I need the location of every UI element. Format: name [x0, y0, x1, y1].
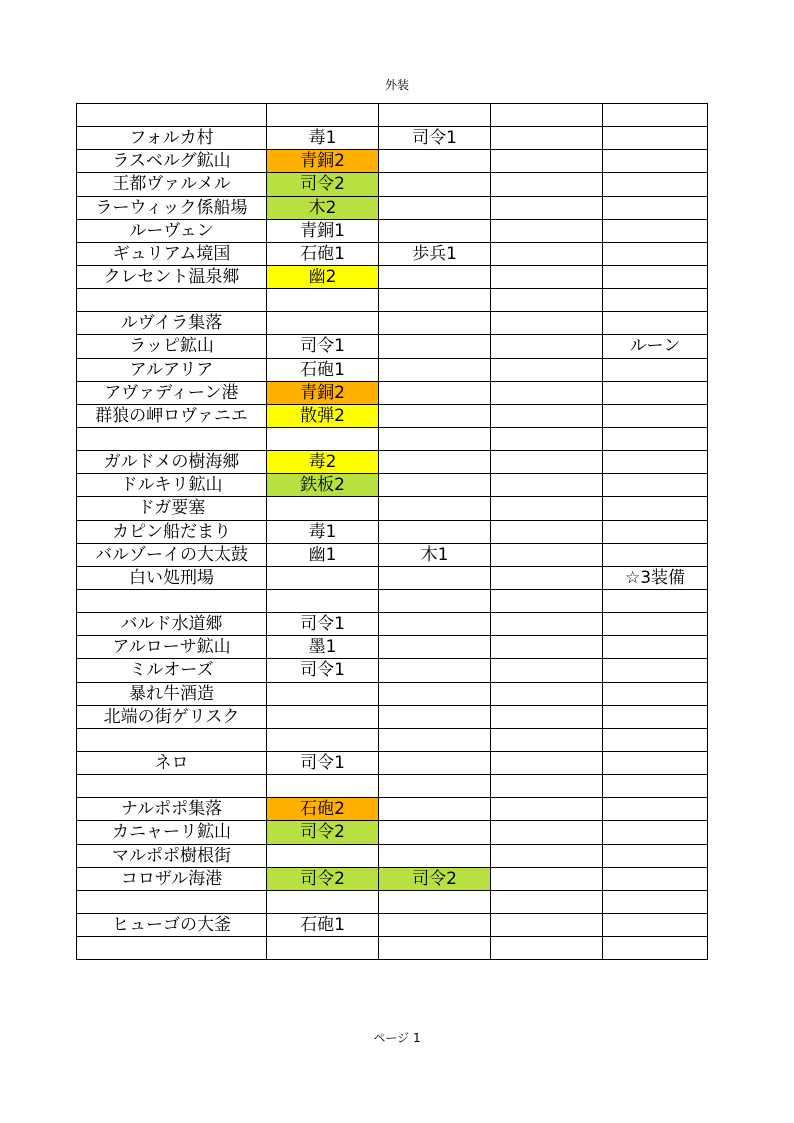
table-row	[77, 821, 708, 844]
location-cell[interactable]: バルゾーイの大太鼓	[77, 543, 267, 566]
table-cell[interactable]	[491, 751, 603, 774]
table-cell[interactable]	[603, 844, 708, 867]
table-row	[77, 474, 708, 497]
table-cell[interactable]	[603, 890, 708, 913]
table-cell[interactable]	[379, 265, 491, 288]
table-row	[77, 890, 708, 913]
table-row	[77, 867, 708, 890]
table-cell[interactable]	[379, 289, 491, 312]
table-cell[interactable]: 司令2	[267, 173, 379, 196]
table-cell[interactable]	[491, 728, 603, 751]
table-cell[interactable]	[491, 636, 603, 659]
table-cell[interactable]	[379, 196, 491, 219]
spreadsheet-body	[77, 104, 708, 960]
table-cell[interactable]	[603, 867, 708, 890]
table-cell[interactable]	[491, 381, 603, 404]
table-cell[interactable]	[379, 682, 491, 705]
table-cell[interactable]	[491, 890, 603, 913]
table-cell[interactable]	[491, 798, 603, 821]
location-cell[interactable]	[77, 427, 267, 450]
table-cell[interactable]	[379, 381, 491, 404]
table-cell[interactable]	[603, 705, 708, 728]
table-cell[interactable]	[379, 821, 491, 844]
table-cell[interactable]	[603, 404, 708, 427]
location-cell[interactable]: ガルドメの樹海郷	[77, 451, 267, 474]
table-row	[77, 242, 708, 265]
table-row	[77, 427, 708, 450]
location-cell[interactable]: ナルポポ集落	[77, 798, 267, 821]
table-row	[77, 104, 708, 127]
location-cell[interactable]: 白い処刑場	[77, 566, 267, 589]
table-cell[interactable]: 司令1	[267, 751, 379, 774]
table-cell[interactable]	[603, 659, 708, 682]
location-cell[interactable]	[77, 289, 267, 312]
location-cell[interactable]: マルポポ樹根街	[77, 844, 267, 867]
table-cell[interactable]	[491, 173, 603, 196]
table-cell[interactable]	[491, 867, 603, 890]
table-cell[interactable]	[491, 659, 603, 682]
table-cell[interactable]	[267, 937, 379, 960]
table-cell[interactable]: 石砲1	[267, 242, 379, 265]
table-cell[interactable]: 石砲1	[267, 358, 379, 381]
location-cell[interactable]: カピン船だまり	[77, 520, 267, 543]
table-cell[interactable]	[379, 589, 491, 612]
spreadsheet-table	[76, 103, 708, 960]
location-cell[interactable]: アルアリア	[77, 358, 267, 381]
table-cell[interactable]	[379, 798, 491, 821]
table-cell[interactable]	[603, 104, 708, 127]
table-cell[interactable]	[379, 104, 491, 127]
table-row	[77, 289, 708, 312]
table-cell[interactable]	[379, 335, 491, 358]
table-cell[interactable]: 石砲1	[267, 913, 379, 936]
table-cell[interactable]	[379, 705, 491, 728]
page-footer-number: ページ 1	[373, 1031, 421, 1045]
location-cell[interactable]	[77, 890, 267, 913]
table-row	[77, 127, 708, 150]
table-cell[interactable]	[491, 242, 603, 265]
table-cell[interactable]	[603, 312, 708, 335]
location-cell[interactable]	[77, 728, 267, 751]
table-row	[77, 659, 708, 682]
table-cell[interactable]	[603, 173, 708, 196]
location-cell[interactable]: ラスベルグ鉱山	[77, 150, 267, 173]
location-cell[interactable]	[77, 589, 267, 612]
table-cell[interactable]: 司令1	[267, 613, 379, 636]
table-cell[interactable]	[379, 497, 491, 520]
table-cell[interactable]	[603, 775, 708, 798]
table-row	[77, 798, 708, 821]
table-cell[interactable]	[379, 751, 491, 774]
table-cell[interactable]	[491, 289, 603, 312]
table-cell[interactable]	[603, 265, 708, 288]
table-cell[interactable]	[603, 751, 708, 774]
table-cell[interactable]	[267, 890, 379, 913]
table-cell[interactable]	[379, 659, 491, 682]
table-cell[interactable]	[491, 265, 603, 288]
table-cell[interactable]	[491, 127, 603, 150]
table-cell[interactable]	[491, 358, 603, 381]
table-cell[interactable]	[379, 474, 491, 497]
table-cell[interactable]	[491, 427, 603, 450]
table-cell[interactable]	[379, 520, 491, 543]
table-cell[interactable]	[603, 427, 708, 450]
table-cell[interactable]	[491, 682, 603, 705]
table-row	[77, 451, 708, 474]
table-cell[interactable]	[491, 844, 603, 867]
table-cell[interactable]	[491, 913, 603, 936]
table-cell[interactable]	[603, 474, 708, 497]
location-cell[interactable]: アヴァディーン港	[77, 381, 267, 404]
table-cell[interactable]	[379, 427, 491, 450]
table-cell[interactable]	[267, 104, 379, 127]
table-cell[interactable]: 司令1	[267, 335, 379, 358]
table-cell[interactable]	[491, 150, 603, 173]
location-cell[interactable]: バルド水道郷	[77, 613, 267, 636]
table-cell[interactable]: 幽1	[267, 543, 379, 566]
table-cell[interactable]	[603, 636, 708, 659]
table-cell[interactable]	[603, 219, 708, 242]
table-cell[interactable]: 青銅1	[267, 219, 379, 242]
table-row	[77, 589, 708, 612]
table-cell[interactable]	[603, 913, 708, 936]
table-cell[interactable]	[603, 682, 708, 705]
location-cell[interactable]	[77, 104, 267, 127]
table-cell[interactable]	[491, 196, 603, 219]
table-cell[interactable]: 司令1	[379, 127, 491, 150]
location-cell[interactable]: ドガ要塞	[77, 497, 267, 520]
table-cell[interactable]	[267, 775, 379, 798]
table-cell[interactable]	[603, 821, 708, 844]
table-cell[interactable]	[491, 497, 603, 520]
table-cell[interactable]	[267, 589, 379, 612]
table-row	[77, 196, 708, 219]
table-row	[77, 937, 708, 960]
table-row	[77, 682, 708, 705]
table-cell[interactable]: 木1	[379, 543, 491, 566]
table-row	[77, 404, 708, 427]
location-cell[interactable]: クレセント温泉郷	[77, 265, 267, 288]
table-cell[interactable]	[379, 913, 491, 936]
table-cell[interactable]	[603, 196, 708, 219]
table-cell[interactable]	[379, 844, 491, 867]
table-cell[interactable]	[267, 427, 379, 450]
table-cell[interactable]	[267, 289, 379, 312]
location-cell[interactable]: ラーウィック係船場	[77, 196, 267, 219]
table-cell[interactable]: 鉄板2	[267, 474, 379, 497]
table-cell[interactable]	[379, 173, 491, 196]
table-cell[interactable]	[379, 312, 491, 335]
location-cell[interactable]: ラッピ鉱山	[77, 335, 267, 358]
table-cell[interactable]: 青銅2	[267, 381, 379, 404]
location-cell[interactable]	[77, 775, 267, 798]
table-cell[interactable]	[491, 937, 603, 960]
table-row	[77, 636, 708, 659]
table-cell[interactable]: 歩兵1	[379, 242, 491, 265]
table-row	[77, 913, 708, 936]
table-cell[interactable]	[491, 520, 603, 543]
table-cell[interactable]	[491, 566, 603, 589]
table-cell[interactable]	[379, 775, 491, 798]
table-cell[interactable]: 司令2	[267, 867, 379, 890]
table-cell[interactable]	[491, 312, 603, 335]
table-cell[interactable]	[379, 890, 491, 913]
table-cell[interactable]	[603, 242, 708, 265]
location-cell[interactable]: ルヴイラ集落	[77, 312, 267, 335]
table-row	[77, 775, 708, 798]
table-cell[interactable]	[603, 543, 708, 566]
table-cell[interactable]: ルーン	[603, 335, 708, 358]
table-cell[interactable]	[379, 404, 491, 427]
table-row	[77, 520, 708, 543]
table-row	[77, 705, 708, 728]
table-cell[interactable]: 青銅2	[267, 150, 379, 173]
table-row	[77, 358, 708, 381]
location-cell[interactable]: アルローサ鉱山	[77, 636, 267, 659]
table-cell[interactable]: 毒1	[267, 520, 379, 543]
table-cell[interactable]	[603, 520, 708, 543]
table-cell[interactable]	[267, 844, 379, 867]
table-cell[interactable]: ☆3装備	[603, 566, 708, 589]
table-cell[interactable]	[491, 613, 603, 636]
table-row	[77, 751, 708, 774]
location-cell[interactable]: ギュリアム境国	[77, 242, 267, 265]
table-row	[77, 844, 708, 867]
location-cell[interactable]: ネロ	[77, 751, 267, 774]
table-cell[interactable]: 司令2	[267, 821, 379, 844]
table-cell[interactable]	[603, 798, 708, 821]
table-cell[interactable]	[603, 289, 708, 312]
table-cell[interactable]	[267, 566, 379, 589]
location-cell[interactable]: ミルオーズ	[77, 659, 267, 682]
location-cell[interactable]: 群狼の岬ロヴァニエ	[77, 404, 267, 427]
table-cell[interactable]	[379, 219, 491, 242]
table-cell[interactable]	[603, 937, 708, 960]
location-cell[interactable]: コロザル海港	[77, 867, 267, 890]
table-cell[interactable]	[379, 150, 491, 173]
table-row	[77, 497, 708, 520]
table-cell[interactable]	[603, 451, 708, 474]
table-cell[interactable]	[379, 451, 491, 474]
location-cell[interactable]: ルーヴェン	[77, 219, 267, 242]
table-cell[interactable]	[603, 497, 708, 520]
table-cell[interactable]	[491, 104, 603, 127]
table-cell[interactable]	[379, 358, 491, 381]
table-cell[interactable]	[491, 474, 603, 497]
table-cell[interactable]	[379, 937, 491, 960]
table-cell[interactable]	[491, 775, 603, 798]
table-row	[77, 173, 708, 196]
location-cell[interactable]: 暴れ牛酒造	[77, 682, 267, 705]
table-cell[interactable]	[491, 335, 603, 358]
table-cell[interactable]	[379, 728, 491, 751]
location-cell[interactable]: 北端の街ゲリスク	[77, 705, 267, 728]
table-cell[interactable]	[603, 589, 708, 612]
table-cell[interactable]	[491, 705, 603, 728]
table-cell[interactable]	[603, 381, 708, 404]
table-cell[interactable]	[267, 497, 379, 520]
table-row	[77, 613, 708, 636]
table-cell[interactable]	[491, 451, 603, 474]
table-row	[77, 219, 708, 242]
table-cell[interactable]	[491, 219, 603, 242]
table-cell[interactable]	[267, 682, 379, 705]
table-cell[interactable]	[379, 636, 491, 659]
table-cell[interactable]: 幽2	[267, 265, 379, 288]
table-cell[interactable]	[379, 566, 491, 589]
location-cell[interactable]: ヒューゴの大釜	[77, 913, 267, 936]
table-row	[77, 381, 708, 404]
table-cell[interactable]	[267, 312, 379, 335]
table-row	[77, 150, 708, 173]
table-cell[interactable]	[603, 150, 708, 173]
table-cell[interactable]: 散弾2	[267, 404, 379, 427]
table-cell[interactable]	[379, 613, 491, 636]
table-cell[interactable]	[603, 728, 708, 751]
table-cell[interactable]	[267, 705, 379, 728]
table-cell[interactable]: 毒2	[267, 451, 379, 474]
table-cell[interactable]	[491, 821, 603, 844]
table-cell[interactable]	[491, 589, 603, 612]
location-cell[interactable]: カニャーリ鉱山	[77, 821, 267, 844]
table-row	[77, 265, 708, 288]
location-cell[interactable]: ドルキリ鉱山	[77, 474, 267, 497]
table-cell[interactable]: 司令2	[379, 867, 491, 890]
table-cell[interactable]: 石砲2	[267, 798, 379, 821]
table-cell[interactable]	[267, 728, 379, 751]
table-cell[interactable]	[491, 404, 603, 427]
table-cell[interactable]	[603, 358, 708, 381]
table-row	[77, 312, 708, 335]
table-row	[77, 566, 708, 589]
table-row	[77, 728, 708, 751]
page-header-title: 外装	[384, 78, 409, 92]
table-cell[interactable]	[491, 543, 603, 566]
table-cell[interactable]: 墨1	[267, 636, 379, 659]
table-cell[interactable]: 司令1	[267, 659, 379, 682]
table-row	[77, 335, 708, 358]
table-cell[interactable]: 毒1	[267, 127, 379, 150]
table-cell[interactable]: 木2	[267, 196, 379, 219]
table-cell[interactable]	[603, 613, 708, 636]
table-cell[interactable]	[603, 127, 708, 150]
location-cell[interactable]	[77, 937, 267, 960]
location-cell[interactable]: 王都ヴァルメル	[77, 173, 267, 196]
table-row	[77, 543, 708, 566]
location-cell[interactable]: フォルカ村	[77, 127, 267, 150]
